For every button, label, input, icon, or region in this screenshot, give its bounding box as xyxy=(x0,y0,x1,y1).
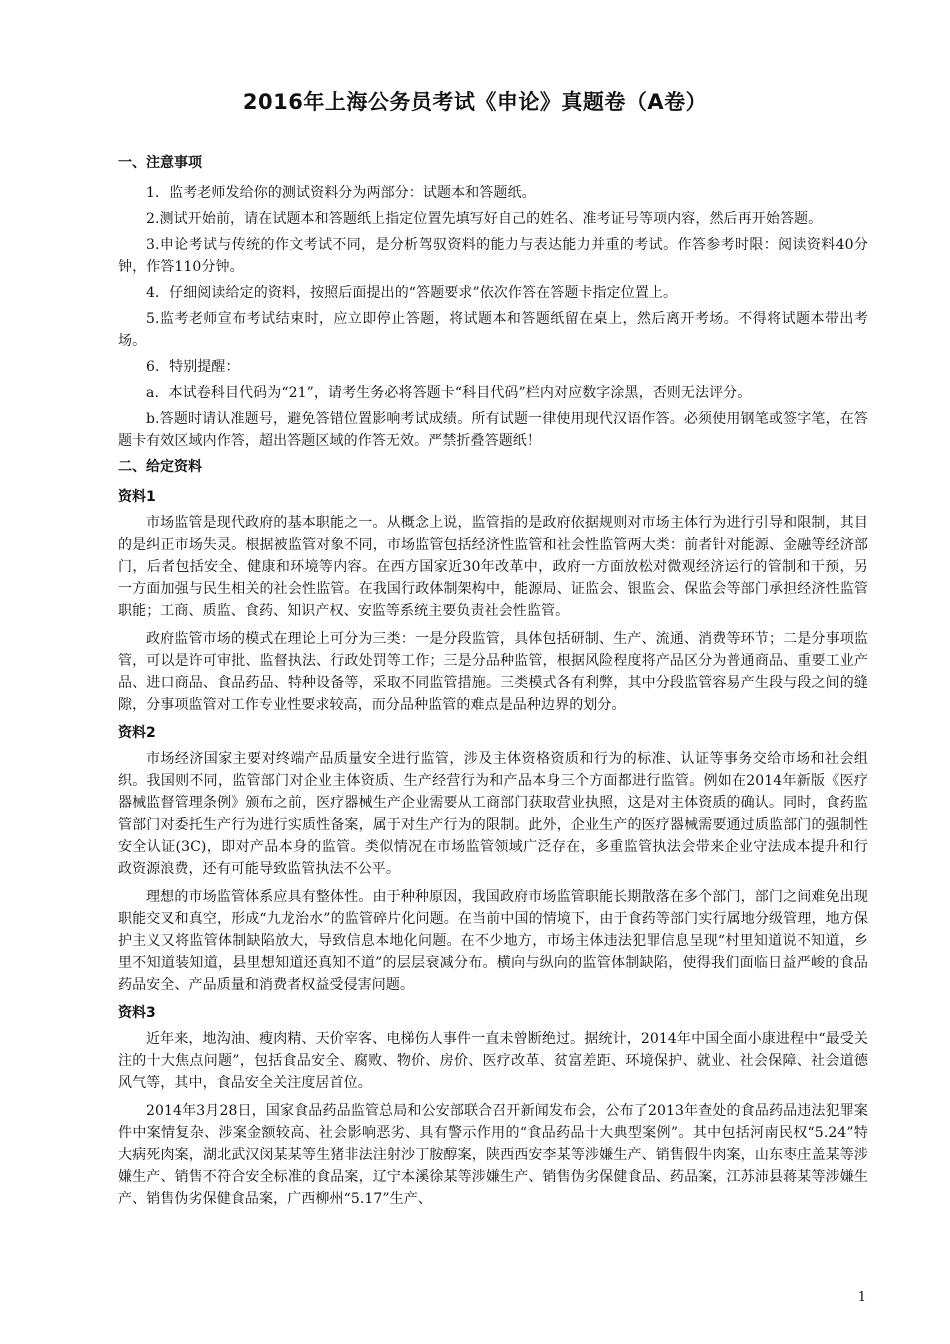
material-paragraph: 市场监管是现代政府的基本职能之一。从概念上说，监管指的是政府依据规则对市场主体行为进行引导和限制，其目的是纠正市场失灵。根据被监管对象不同，市场监管包括经济性监管和社会性监管两大类：前者针对能源、金融等经济部门，后者包括安全、健康和环境等内容。在西方国家近30年改革中，政府一方面放松对微观经济运行的管制和干预，另一方面加强与民生相关的社会性监管。在我国行政体制架构中，能源局、证监会、银监会、保监会等部门承担经济性监管职能；工商、质监、食药、知识产权、安监等系统主要负责社会性监管。 xyxy=(118,515,868,619)
material-paragraph: 理想的市场监管体系应具有整体性。由于种种原因，我国政府市场监管职能长期散落在多个部门，部门之间难免出现职能交叉和真空，形成“九龙治水”的监管碎片化问题。在当前中国的情境下，由于食药等部门实行属地分级管理，地方保护主义又将监管体制缺陷放大，导致信息本地化问题。在不少地方，市场主体违法犯罪信息呈现“村里知道说不知道，乡里不知道装知道，县里想知道还真知不道”的层层衰减分布。横向与纵向的监管体制缺陷，使得我们面临日益严峻的食品药品安全、产品质量和消费者权益受侵害问题。 xyxy=(118,889,868,993)
material-1-label: 资料1 xyxy=(118,489,156,505)
material-paragraph: 市场经济国家主要对终端产品质量安全进行监管，涉及主体资格资质和行为的标准、认证等事务交给市场和社会组织。我国则不同，监管部门对企业主体资质、生产经营行为和产品本身三个方面都进行监管。例如在2014年新版《医疗器械监督管理条例》颁布之前，医疗器械生产企业需要从工商部门获取营业执照，这是对主体资质的确认。同时，食药监管部门对委托生产行为进行实质性备案，属于对生产行为的限制。此外，企业生产的医疗器械需要通过质监部门的强制性安全认证(3C)，即对产品本身的监管。类似情况在市场监管领域广泛存在，多重监管执法会带来企业守法成本提升和行政资源浪费，还有可能导致监管执法不公平。 xyxy=(118,751,868,877)
document-title: 2016年上海公务员考试《申论》真题卷（A卷） xyxy=(242,90,708,114)
material-2-label: 资料2 xyxy=(118,725,156,741)
material-3-label: 资料3 xyxy=(118,1005,156,1021)
material-paragraph: 近年来，地沟油、瘦肉精、天价宰客、电梯伤人事件一直未曾断绝过。据统计，2014年中国全面小康进程中“最受关注的十大焦点问题”，包括食品安全、腐败、物价、房价、医疗改革、贫富差距、环境保护、就业、社会保障、社会道德风气等，其中，食品安全关注度居首位。 xyxy=(118,1031,868,1091)
material-paragraph: 政府监管市场的模式在理论上可分为三类：一是分段监管，具体包括研制、生产、流通、消费等环节；二是分事项监管，可以是许可审批、监督执法、行政处罚等工作；三是分品种监管，根据风险程度将产品区分为普通商品、重要工业产品、进口商品、食品药品、特种设备等，采取不同监管措施。三类模式各有利弊，其中分段监管容易产生段与段之间的缝隙，分事项监管对工作专业性要求较高，而分品种监管的难点是品种边界的划分。 xyxy=(118,631,868,713)
note-item: 1．监考老师发给你的测试资料分为两部分：试题本和答题纸。 xyxy=(146,185,536,201)
section-heading-materials: 二、给定资料 xyxy=(118,459,202,475)
note-item: a．本试卷科目代码为“21”，请考生务必将答题卡“科目代码”栏内对应数字涂黑，否则无法评分。 xyxy=(146,385,752,401)
note-item: 6．特别提醒： xyxy=(146,359,240,375)
page-number: 1 xyxy=(857,1290,866,1305)
material-paragraph: 2014年3月28日，国家食品药品监管总局和公安部联合召开新闻发布会，公布了2013年查处的食品药品违法犯罪案件中案情复杂、涉案金额较高、社会影响恶劣、具有警示作用的“食品药品十大典型案例”。其中包括河南民权“5.24”特大病死肉案，湖北武汉闵某某等生猪非法注射沙丁胺醇案，陕西西安李某等涉嫌生产、销售假牛肉案，山东枣庄盖某等涉嫌生产、销售不符合安全标准的食品案，辽宁本溪徐某等涉嫌生产、销售伪劣保健食品、药品案，江苏沛县蒋某等涉嫌生产、销售伪劣保健食品案，广西柳州“5.17”生产、 xyxy=(118,1103,868,1207)
note-item: 5.监考老师宣布考试结束时，应立即停止答题，将试题本和答题纸留在桌上，然后离开考场。不得将试题本带出考场。 xyxy=(118,311,868,349)
note-item: 4．仔细阅读给定的资料，按照后面提出的“答题要求”依次作答在答题卡指定位置上。 xyxy=(146,285,678,301)
note-item: b.答题时请认准题号，避免答错位置影响考试成绩。所有试题一律使用现代汉语作答。必须使用钢笔或签字笔，在答题卡有效区域内作答，超出答题区域的作答无效。严禁折叠答题纸！ xyxy=(118,411,868,449)
note-item: 2.测试开始前，请在试题本和答题纸上指定位置先填写好自己的姓名、准考证号等项内容，然后再开始答题。 xyxy=(146,211,823,227)
note-item: 3.申论考试与传统的作文考试不同，是分析驾驭资料的能力与表达能力并重的考试。作答参考时限：阅读资料40分钟，作答110分钟。 xyxy=(118,237,868,275)
section-heading-notes: 一、注意事项 xyxy=(118,155,202,171)
document-body xyxy=(118,152,868,1216)
